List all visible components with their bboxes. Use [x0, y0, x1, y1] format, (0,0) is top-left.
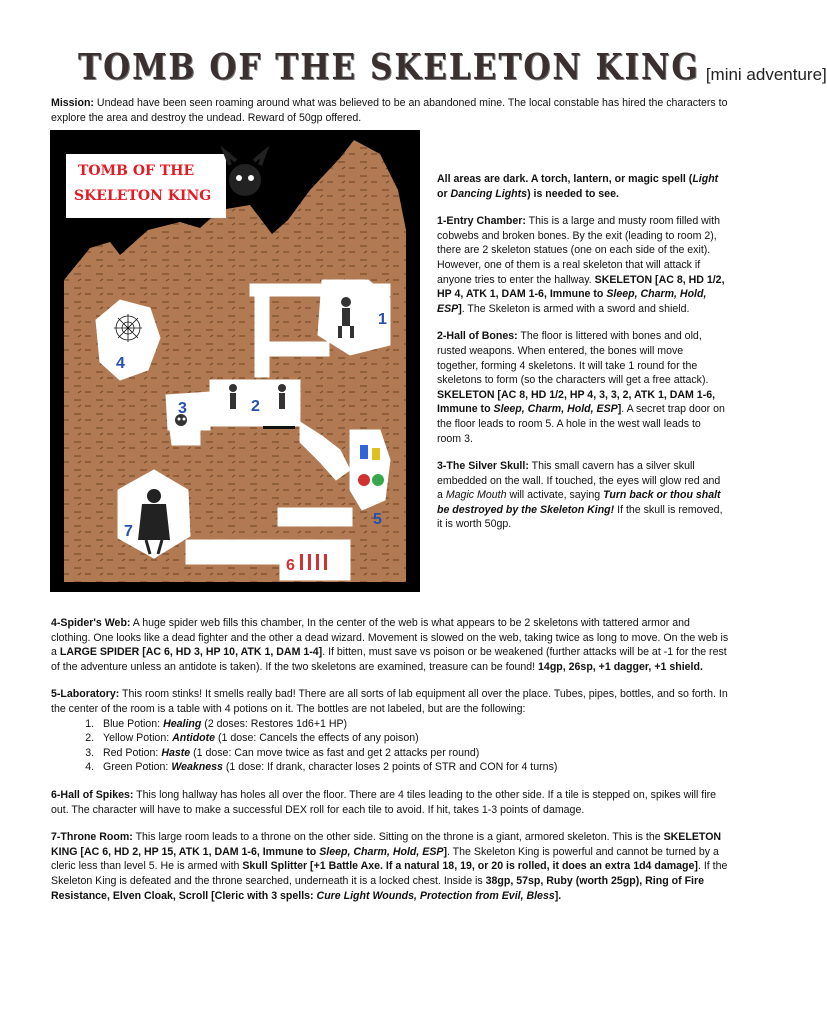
map-label-3: 3	[178, 400, 187, 417]
room-7-label: 7-Throne Room:	[51, 831, 133, 844]
room-7-spells: Cure Light Wounds, Protection from Evil, Bless	[316, 889, 555, 902]
room-7-text: This large room leads to a throne on the other side. Sitting on the throne is a giant, armored skeleton. This is the	[132, 831, 664, 844]
room-1-tail: . The Skeleton is armed with a sword and shield.	[461, 302, 690, 315]
room-7-text2: . The Skeleton King is powerful and cannot be turned by a cleric less than level 5. He is armed with	[51, 845, 719, 873]
room-2-immunities: Sleep, Charm, Hold, ESP	[493, 403, 618, 416]
room-3-label: 3-The Silver Skull:	[437, 460, 529, 473]
intro-paragraph	[437, 172, 727, 201]
list-item	[97, 731, 731, 746]
room-2-stat: SKELETON [AC 8, HD 1/2, HP 4, 3, 3, 2, ATK 1, DAM 1-6, Immune to	[437, 388, 716, 416]
intro-dancing-lights: Dancing Lights	[450, 187, 528, 200]
room-4-stat: LARGE SPIDER [AC 6, HD 3, HP 10, ATK 1, DAM 1-4]	[59, 646, 323, 659]
room-5-block	[51, 687, 731, 775]
map-label-2: 2	[251, 398, 260, 415]
spider-web-icon	[114, 314, 142, 342]
map-label-5: 5	[373, 511, 382, 528]
room-5-area	[350, 430, 390, 510]
page-title	[78, 46, 827, 96]
mission-text: Undead have been seen roaming around what was believed to be an abandoned mine. The local constable has hired the characters to explore the area and destroy the undead. Reward of 50gp offered.	[51, 97, 728, 124]
room-1-stat-end: ]	[458, 302, 462, 315]
room-2-stat-end: ]	[617, 403, 622, 416]
intro-text-a: All areas are dark. A torch, lantern, or magic spell (	[437, 173, 693, 185]
mission-label: Mission:	[51, 97, 94, 109]
room-3-text2: will activate, saying	[506, 489, 604, 502]
room-descriptions-side	[437, 172, 727, 545]
room-4-paragraph	[51, 616, 731, 674]
potion-desc: (1 dose: Cancels the effects of any poison)	[215, 732, 419, 745]
room-3-tail: If the skull is removed, it is worth 50gp.	[437, 503, 723, 531]
room-3-paragraph	[437, 459, 727, 532]
potion-name: Antidote	[172, 732, 216, 745]
potion-color: Blue Potion:	[103, 717, 164, 730]
title-subtitle: [mini adventure]	[705, 65, 827, 84]
list-item	[97, 717, 731, 732]
room-1-paragraph	[437, 214, 727, 316]
room-3-magic-mouth: Magic Mouth	[445, 489, 507, 502]
map-label-6: 6	[286, 557, 295, 574]
potion-name: Haste	[161, 746, 191, 759]
room-1-stat: SKELETON [AC 8, HD 1/2, HP 4, ATK 1, DAM 1-6, Immune to	[437, 273, 725, 301]
room-7-paragraph	[51, 830, 731, 903]
room-5-text: This room stinks! It smells really bad! There are all sorts of lab equipment all over the place. Tubes, pipes, bottles, and so forth. In the center of the room is a table with 4 potions on it. The bottles are not labeled, but are the following:	[51, 688, 728, 715]
room-6-label: 6-Hall of Spikes:	[51, 788, 134, 801]
room-1-label: 1-Entry Chamber:	[437, 215, 526, 228]
room-3-quote: Turn back or thou shalt be destroyed by the Skeleton King!	[437, 489, 721, 516]
room-7-immunities: Sleep, Charm, Hold, ESP	[319, 845, 444, 858]
potion-list	[51, 717, 731, 775]
mission-paragraph	[51, 96, 731, 125]
map-svg	[50, 130, 420, 592]
room-4-text: A huge spider web fills this chamber, In the center of the web is what appears to be 2 skeletons with tattered armor and clothing. One looks like a dead fighter and the other a dead wizard. Movement is slowed on the web, taking twice as long to move. On the web is a	[51, 617, 729, 659]
room-7-treasure: 38gp, 57sp, Ruby (worth 25gp), Ring of Fire Resistance, Elven Cloak, Scroll [Cleric with 3 spells:	[51, 874, 704, 902]
room-4-treasure: 14gp, 26sp, +1 dagger, +1 shield.	[538, 660, 703, 673]
room-7-text3: . If the Skeleton King is defeated and the throne searched, underneath it is a locked chest. Inside is	[51, 860, 728, 887]
room-4-text2: . If bitten, must save vs poison or be weakened (further attacks will be at -1 for the rest of the adventure unless an antidote is taken). If the two skeletons are examined, treasure can be found!	[51, 646, 727, 673]
room-6-paragraph	[51, 788, 731, 817]
map-title-line2: SKELETON KING	[74, 188, 212, 204]
intro-light: Light	[692, 173, 719, 185]
dungeon-map	[50, 130, 420, 592]
room-5-paragraph	[51, 687, 731, 716]
room-7-stat: SKELETON KING [AC 6, HD 2, HP 15, ATK 1, DAM 1-6, Immune to	[51, 831, 722, 858]
room-2-label: 2-Hall of Bones:	[437, 330, 518, 343]
title-main: TOMB OF THE SKELETON KING	[78, 46, 700, 88]
potion-desc: (1 dose: Can move twice as fast and get 2 attacks per round)	[190, 746, 480, 759]
intro-text-b: ) is needed to see.	[527, 187, 619, 200]
potion-color: Green Potion:	[103, 761, 172, 774]
room-2-text: The floor is littered with bones and old, rusted weapons. When entered, the bones will move together, forming 4 skeletons. It will take 1 round for the skeletons to form (so the characters will get a free attack).	[437, 330, 709, 387]
room-1-text: This is a large and musty room filled with cobwebs and broken bones. By the exit (leading to room 2), there are 2 skeleton statues (one on each side of the exit). However, one of them is a real skeleton that will attack if anyone tries to enter the hallway.	[437, 215, 720, 286]
potion-name: Weakness	[171, 761, 223, 774]
room-7-end: ].	[554, 889, 562, 902]
room-7-stat-end: ]	[443, 845, 447, 858]
potion-color: Yellow Potion:	[103, 732, 173, 745]
room-2-paragraph	[437, 329, 727, 446]
potion-name: Healing	[163, 717, 202, 730]
room-descriptions-bottom	[51, 616, 731, 916]
list-item	[97, 760, 731, 775]
trap-door	[263, 426, 295, 429]
room-2-tail: . A secret trap door on the floor leads to room 5. A hole in the west wall leads to room 3.	[437, 403, 725, 445]
room-3-text: This small cavern has a silver skull embedded on the wall. If touched, the eyes will glow red and a	[437, 460, 721, 502]
potion-desc: (1 dose: If drank, character loses 2 points of STR and CON for 4 turns)	[222, 761, 558, 774]
list-item	[97, 746, 731, 761]
intro-or: or	[437, 187, 451, 200]
map-label-7: 7	[124, 523, 133, 540]
potion-desc: (2 doses: Restores 1d6+1 HP)	[201, 717, 348, 730]
room-3-area	[166, 392, 210, 430]
map-label-1: 1	[378, 311, 387, 328]
potion-color: Red Potion:	[103, 746, 162, 759]
room-4-label: 4-Spider's Web:	[51, 617, 131, 629]
map-label-4: 4	[116, 355, 125, 372]
room-5-label: 5-Laboratory:	[51, 688, 120, 701]
map-title-line1: TOMB OF THE	[78, 163, 195, 179]
room-6-text: This long hallway has holes all over the floor. There are 4 tiles leading to the other side. If a tile is stepped on, spikes will fire out. The character will have to make a successful DEX roll for each tile to avoid. If hit, takes 1-3 points of damage.	[51, 788, 717, 816]
room-7-weapon: Skull Splitter [+1 Battle Axe. If a natural 18, 19, or 20 is rolled, it does an extra 1d4 damage]	[242, 860, 698, 873]
room-1-immunities: Sleep, Charm, Hold, ESP	[437, 288, 707, 315]
